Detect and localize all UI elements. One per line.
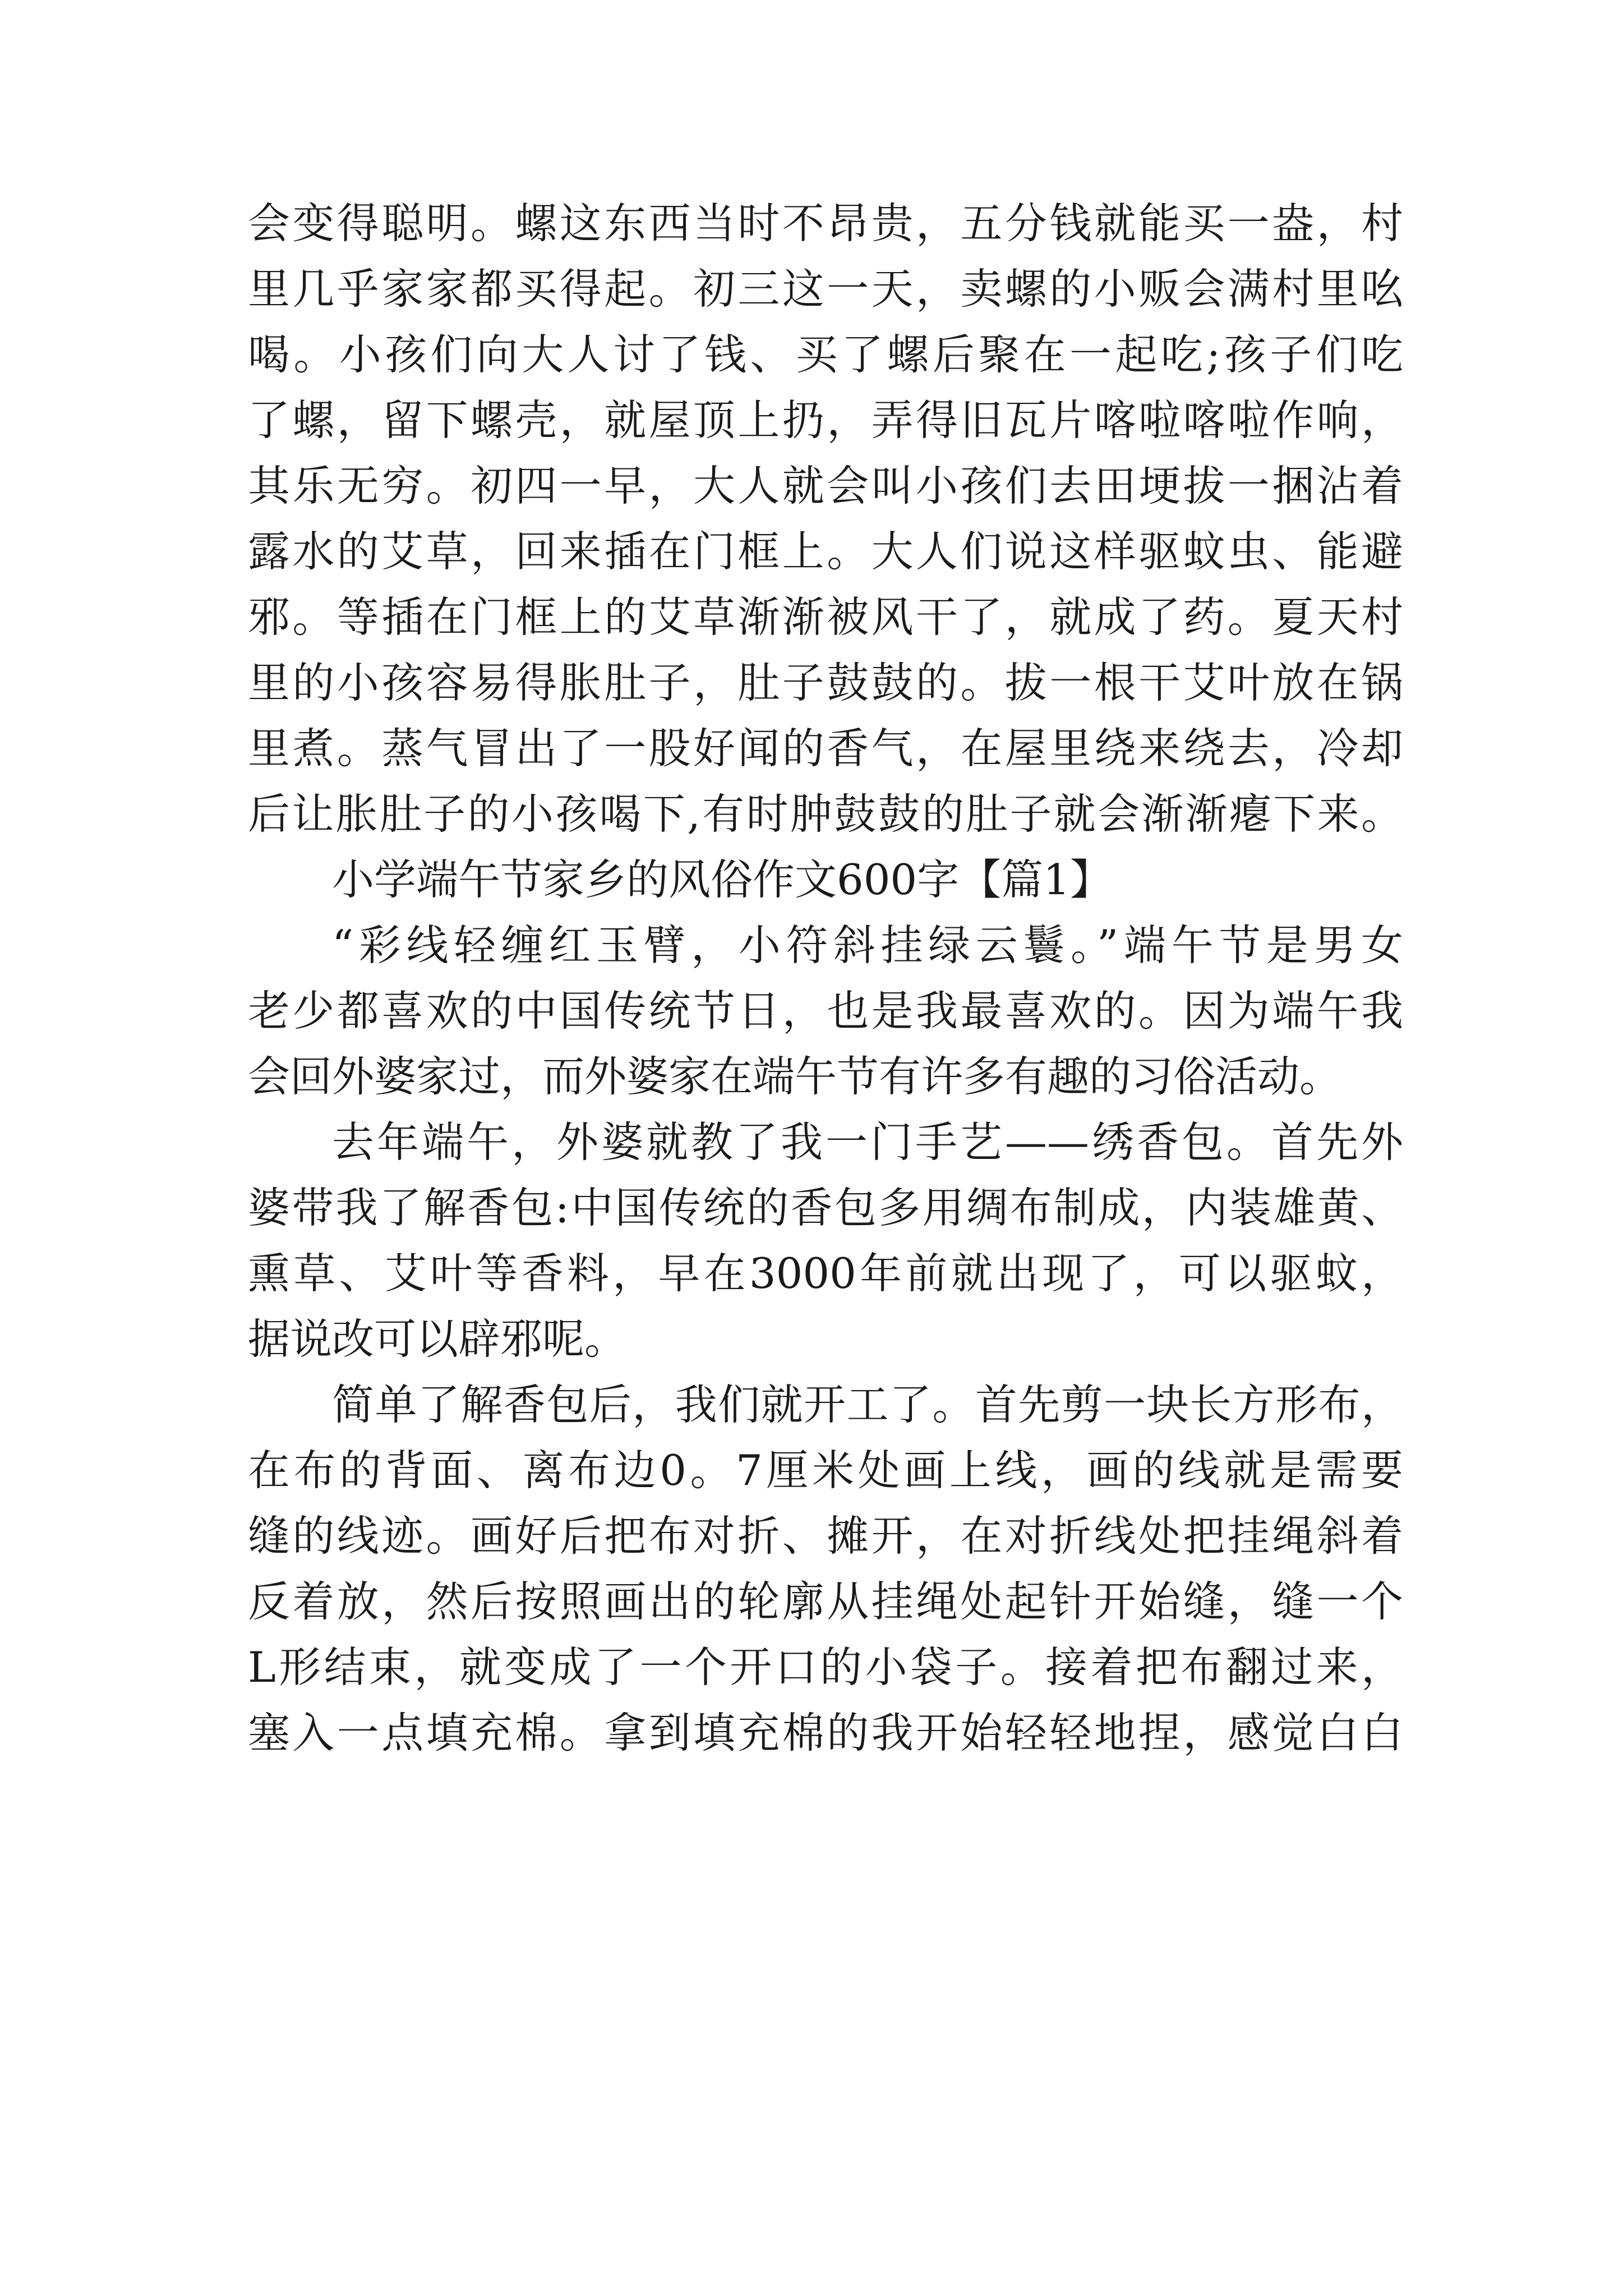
paragraph-4-line-4: 反着放，然后按照画出的轮廓从挂绳处起针开始缝，缝一个 — [248, 1577, 1403, 1626]
paragraph-1-line-5: 其乐无穷。初四一早，大人就会叫小孩们去田埂拔一捆沾着 — [248, 461, 1403, 510]
paragraph-1-line-10: 后让胀肚子的小孩喝下,有时肿鼓鼓的肚子就会渐渐瘪下来。 — [248, 789, 1403, 839]
paragraph-3-line-1: 去年端午，外婆就教了我一门手艺——绣香包。首先外 — [332, 1117, 1403, 1167]
paragraph-3-line-2: 婆带我了解香包:中国传统的香包多用绸布制成，内装雄黄、 — [248, 1183, 1403, 1232]
paragraph-1-line-6: 露水的艾草，回来插在门框上。大人们说这样驱蚊虫、能避 — [248, 527, 1403, 576]
paragraph-4-line-1: 简单了解香包后，我们就开工了。首先剪一块长方形布， — [332, 1380, 1403, 1429]
paragraph-1-line-1: 会变得聪明。螺这东西当时不昂贵，五分钱就能买一盎，村 — [248, 199, 1403, 248]
paragraph-1-line-9: 里煮。蒸气冒出了一股好闻的香气，在屋里绕来绕去，冷却 — [248, 724, 1403, 773]
paragraph-2-line-2: 老少都喜欢的中国传统节日，也是我最喜欢的。因为端午我 — [248, 986, 1403, 1036]
paragraph-4-line-2: 在布的背面、离布边0。7厘米处画上线，画的线就是需要 — [248, 1446, 1403, 1495]
paragraph-4-line-5: L形结束，就变成了一个开口的小袋子。接着把布翻过来， — [248, 1642, 1403, 1692]
paragraph-1-line-2: 里几乎家家都买得起。初三这一天，卖螺的小贩会满村里吆 — [248, 264, 1403, 314]
paragraph-4-line-3: 缝的线迹。画好后把布对折、摊开，在对折线处把挂绳斜着 — [248, 1511, 1403, 1561]
paragraph-3-line-3: 熏草、艾叶等香料，早在3000年前就出现了，可以驱蚊， — [248, 1249, 1403, 1298]
paragraph-1-line-8: 里的小孩容易得胀肚子，肚子鼓鼓的。拔一根干艾叶放在锅 — [248, 658, 1403, 707]
paragraph-2-line-1: “彩线轻缠红玉臂，小符斜挂绿云鬟。”端午节是男女 — [332, 921, 1403, 970]
section-title: 小学端午节家乡的风俗作文600字【篇1】 — [332, 855, 1112, 904]
paragraph-1-line-7: 邪。等插在门框上的艾草渐渐被风干了，就成了药。夏天村 — [248, 592, 1403, 642]
paragraph-4-line-6: 塞入一点填充棉。拿到填充棉的我开始轻轻地捏，感觉白白 — [248, 1708, 1403, 1757]
paragraph-1-line-4: 了螺，留下螺壳，就屋顶上扔，弄得旧瓦片喀啦喀啦作响， — [248, 395, 1403, 445]
body-text — [248, 191, 1403, 1766]
paragraph-1-line-3: 喝。小孩们向大人讨了钱、买了螺后聚在一起吃;孩子们吃 — [248, 330, 1403, 379]
paragraph-3-line-4: 据说改可以辟邪呢。 — [248, 1314, 627, 1364]
paragraph-2-line-3: 会回外婆家过，而外婆家在端午节有许多有趣的习俗活动。 — [248, 1052, 1342, 1101]
